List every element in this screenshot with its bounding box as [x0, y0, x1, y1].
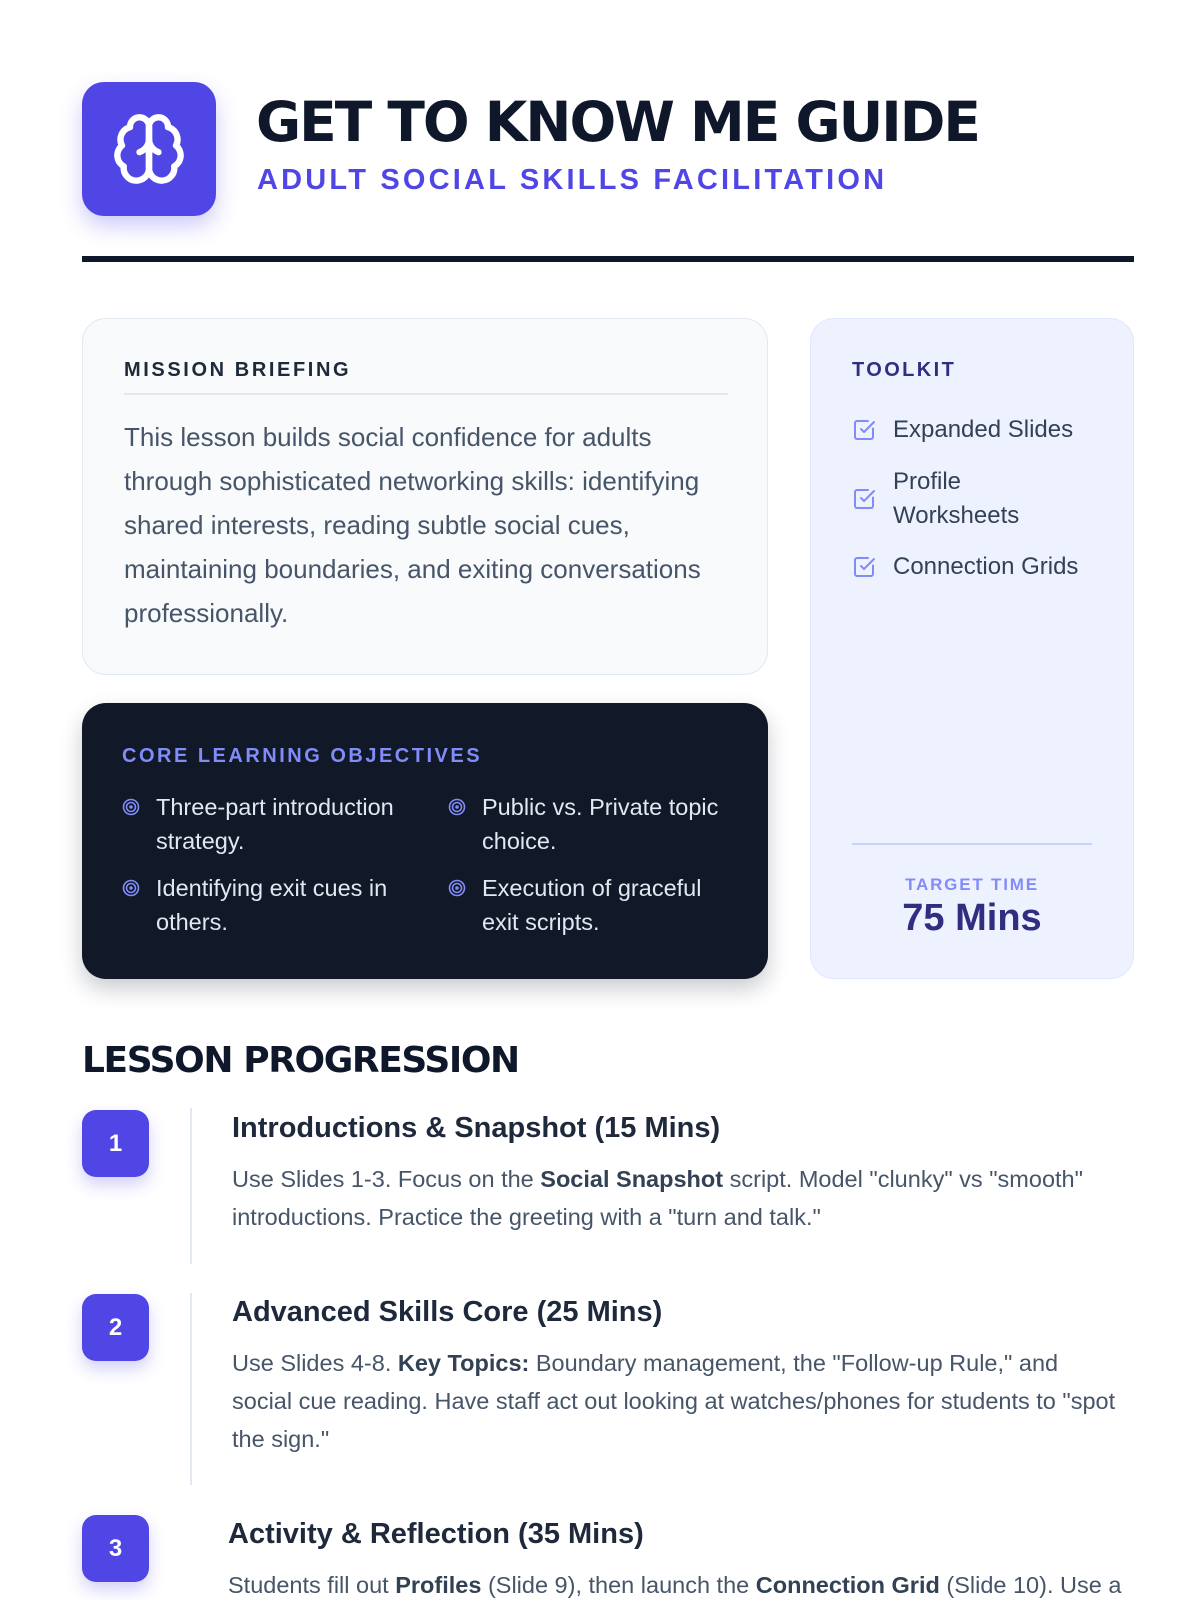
step-body: Students fill out Profiles (Slide 9), then launch the Connection Grid (Slide 10). Use a — [228, 1572, 1122, 1598]
mission-briefing-card — [82, 318, 768, 675]
toolkit-item — [852, 413, 1102, 447]
step-title: Advanced Skills Core (25 Mins) — [232, 1296, 663, 1328]
page-title: GET TO KNOW ME GUIDE — [256, 90, 979, 154]
target-icon — [122, 879, 140, 897]
mission-heading: MISSION BRIEFING — [124, 359, 352, 381]
toolkit-item-label: Expanded Slides — [893, 416, 1074, 443]
step-body: Use Slides 4-8. Key Topics: Boundary management, the "Follow-up Rule," and social cue reading. Have staff act out looking at watches/phones for students to "spot the sign." — [232, 1350, 1116, 1452]
page-subtitle: ADULT SOCIAL SKILLS FACILITATION — [257, 164, 888, 196]
objective-text: Three-part introduction strategy. — [156, 794, 394, 854]
header-divider — [82, 256, 1134, 262]
objective-text: Public vs. Private topic choice. — [482, 794, 719, 854]
step-number-badge: 1 — [82, 1110, 149, 1177]
emphasis-text: Key Topics: — [397, 1350, 530, 1376]
mission-divider — [124, 393, 728, 395]
step-title: Introductions & Snapshot (15 Mins) — [232, 1112, 721, 1144]
objective-item — [448, 790, 738, 858]
emphasis-text: Social Snapshot — [540, 1166, 724, 1192]
toolkit-item-label: Profile Worksheets — [893, 468, 1020, 529]
target-icon — [448, 798, 466, 816]
objectives-heading: CORE LEARNING OBJECTIVES — [122, 745, 483, 767]
toolkit-item-label: Connection Grids — [893, 553, 1079, 580]
mission-text: This lesson builds social confidence for adults through sophisticated networking skills: identifying shared interests, reading subtle social cues, maintaining boundaries, and exiting conversations professionally. — [124, 422, 701, 628]
target-time-label: TARGET TIME — [905, 875, 1039, 894]
objective-item — [448, 871, 738, 939]
toolkit-divider — [852, 843, 1092, 845]
objective-text: Identifying exit cues in others. — [156, 875, 388, 935]
checkbox-checked-icon — [852, 418, 876, 442]
step-title: Activity & Reflection (35 Mins) — [228, 1518, 644, 1550]
step-number-badge: 2 — [82, 1294, 149, 1361]
objective-text: Execution of graceful exit scripts. — [482, 875, 702, 935]
step-number-badge: 3 — [82, 1515, 149, 1582]
step-connector — [190, 1293, 192, 1485]
toolkit-item — [852, 550, 1102, 584]
checkbox-checked-icon — [852, 487, 876, 511]
brain-icon — [111, 111, 187, 187]
logo-badge — [82, 82, 216, 216]
step-body: Use Slides 1-3. Focus on the Social Snapshot script. Model "clunky" vs "smooth" introductions. Practice the greeting with a "turn and talk." — [232, 1166, 1083, 1230]
toolkit-heading: TOOLKIT — [852, 359, 957, 381]
section-title: LESSON PROGRESSION — [82, 1040, 519, 1081]
target-icon — [122, 798, 140, 816]
objectives-card — [82, 703, 768, 979]
target-time-value: 75 Mins — [902, 897, 1042, 939]
emphasis-text: Connection Grid — [755, 1572, 940, 1598]
target-icon — [448, 879, 466, 897]
toolkit-item — [852, 465, 1052, 533]
emphasis-text: Profiles — [395, 1572, 482, 1598]
step-connector — [190, 1108, 192, 1264]
objective-item — [122, 790, 412, 858]
page-header — [82, 82, 1134, 262]
checkbox-checked-icon — [852, 555, 876, 579]
objective-item — [122, 871, 412, 939]
toolkit-card — [810, 318, 1134, 979]
